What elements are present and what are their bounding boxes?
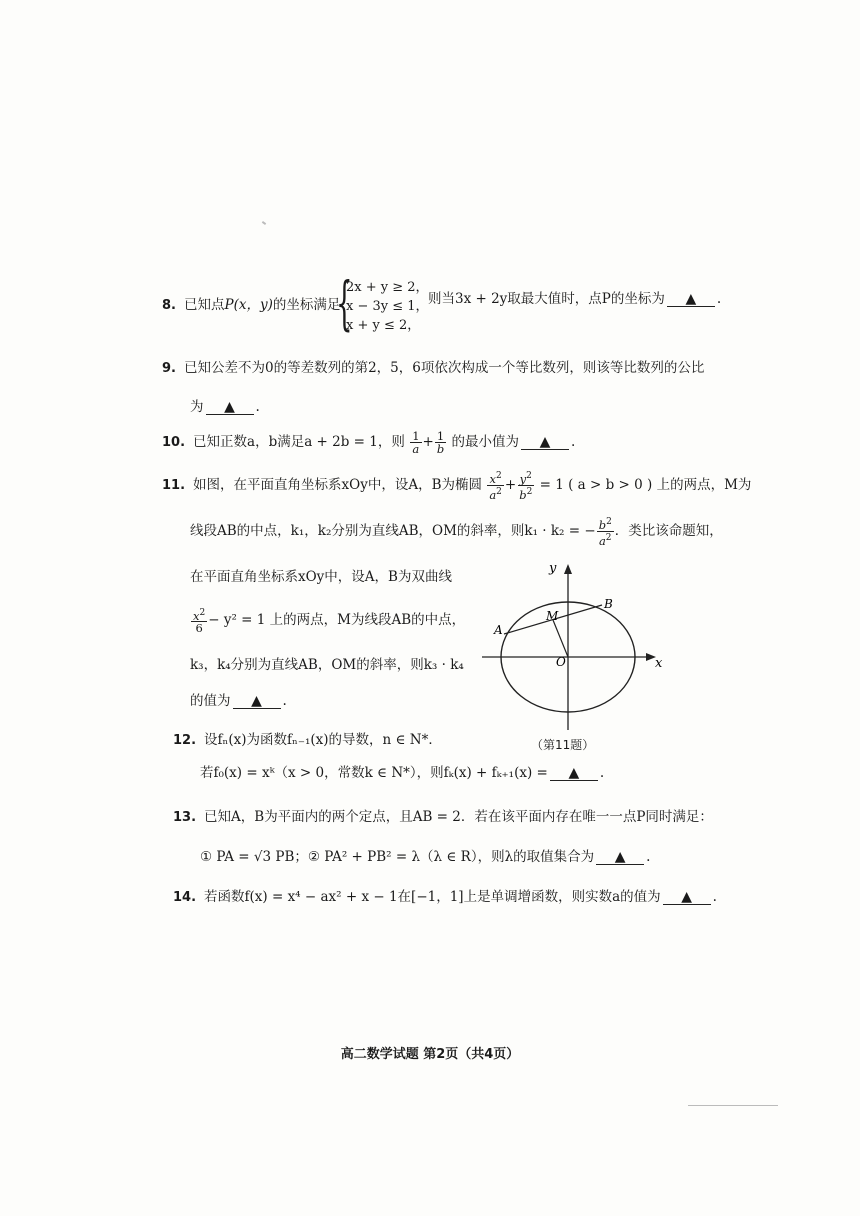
question-text: ① PA = √3 PB；② PA² + PB² = λ（λ ∈ R），则λ的取值集合为: [200, 849, 595, 865]
question-text: k₃，k₄分别为直线AB，OM的斜率，则k₃ · k₄: [190, 657, 464, 673]
answer-blank[interactable]: [550, 766, 598, 781]
math-point: P(x，y): [224, 297, 273, 313]
fraction-1-over-b: $\frac{1}{b}$: [436, 429, 445, 456]
question-text: 已知公差不为0的等差数列的第2，5，6项依次构成一个等比数列，则该等比数列的公比: [183, 360, 705, 376]
label-x: x: [655, 656, 663, 671]
question-8-tail: 则当3x + 2y取最大值时，点P的坐标为 ▲ .: [428, 291, 722, 307]
question-14: 14. 若函数f(x) = x⁴ − ax² + x − 1在[−1，1]上是单调增函数，则实数a的值为 ▲ .: [173, 889, 717, 905]
brace-symbol: {: [336, 269, 353, 337]
question-text: = 1 ( a > b > 0 ) 上的两点，M为: [539, 477, 752, 493]
question-number: 10.: [162, 435, 186, 450]
question-text: 的值为: [190, 693, 231, 709]
fraction-x2-6: $\frac{x^2}{6}$: [193, 607, 206, 636]
question-11-line3: [190, 568, 452, 586]
triangle-icon: ▲: [681, 889, 693, 905]
question-number: 14.: [173, 890, 197, 905]
question-text: − y² = 1 上的两点，M为线段AB的中点，: [208, 612, 466, 628]
triangle-icon: ▲: [568, 765, 580, 781]
question-number: 8.: [162, 298, 176, 313]
question-text: 若函数f(x) = x⁴ − ax² + x − 1在[−1，1]上是单调增函数，则实数a的值为: [204, 889, 661, 905]
ellipse-figure: [480, 560, 680, 735]
question-10: 10. 已知正数a，b满足a + 2b = 1，则 $\frac{1}{a}$ + $\frac{1}{b}$ 的最小值为 ▲ .: [162, 429, 576, 456]
label-b: B: [604, 597, 613, 611]
label-y: y: [549, 561, 557, 576]
question-text: 线段AB的中点，k₁，k₂分别为直线AB，OM的斜率，则k₁ · k₂ = −: [190, 523, 596, 539]
question-9-cont: 为 ▲ .: [190, 399, 260, 415]
triangle-icon: ▲: [224, 399, 235, 415]
question-number: 13.: [173, 810, 197, 825]
segment-om: [553, 620, 568, 657]
question-text: 已知点: [183, 297, 225, 313]
question-9: [162, 359, 704, 378]
question-text: 的最小值为: [451, 434, 519, 450]
triangle-icon: ▲: [251, 693, 262, 709]
question-11-line6: 的值为 ▲ .: [190, 693, 287, 709]
triangle-icon: ▲: [614, 849, 626, 865]
fraction-1-over-a: $\frac{1}{a}$: [412, 429, 420, 456]
answer-blank[interactable]: [596, 850, 644, 865]
question-text: 为: [190, 399, 204, 415]
question-11-line4: [190, 605, 465, 635]
answer-blank[interactable]: [521, 435, 569, 450]
question-8: [162, 296, 340, 315]
fraction-x2-a2: $\frac{x^2}{a^2}$: [489, 471, 502, 502]
question-number: 9.: [162, 361, 176, 376]
constraint-3: x + y ≤ 2，: [346, 318, 421, 333]
label-origin: O: [556, 655, 566, 669]
question-text: 设fₙ(x)为函数fₙ₋₁(x)的导数，n ∈ N*．: [204, 732, 442, 748]
scan-line: [688, 1105, 778, 1106]
question-text: 已知正数a，b满足a + 2b = 1，则: [193, 434, 405, 450]
question-text: 则当3x + 2y取最大值时，点P的坐标为: [428, 291, 665, 307]
scan-speck: [262, 221, 266, 225]
page-footer: 高二数学试题 第2页（共4页）: [340, 1047, 520, 1062]
answer-blank[interactable]: [663, 890, 711, 905]
fraction-b2-a2: $\frac{b^2}{a^2}$: [598, 517, 612, 548]
answer-blank[interactable]: [667, 292, 715, 307]
constraint-1: 2x + y ≥ 2，: [346, 280, 429, 295]
triangle-icon: ▲: [539, 434, 551, 450]
question-text: 已知A，B为平面内的两个定点，且AB = 2．若在该平面内存在唯一一点P同时满足：: [204, 809, 713, 825]
question-number: 12.: [173, 733, 197, 748]
question-11-line2: [190, 516, 723, 547]
question-text: 在平面直角坐标系xOy中，设A，B为双曲线: [190, 569, 452, 585]
y-axis-arrow-icon: [564, 564, 572, 574]
fraction-y2-b2: $\frac{y^2}{b^2}$: [519, 471, 533, 502]
question-11-line5: [190, 656, 464, 674]
label-m: M: [546, 609, 559, 623]
question-text: 如图，在平面直角坐标系xOy中，设A，B为椭圆: [193, 477, 483, 493]
figure-caption: （第11题）: [531, 738, 595, 752]
question-11: 11. 如图，在平面直角坐标系xOy中，设A，B为椭圆 $\frac{x^2}{a^2}$ + $\frac{y^2}{b^2}$ = 1 ( a > b > 0 ) 上的两点，M为: [162, 471, 752, 502]
question-text: 若f₀(x) = xᵏ（x > 0，常数k ∈ N*），则fₖ(x) + fₖ₊₁(x) =: [200, 765, 548, 781]
label-a: A: [494, 623, 503, 637]
constraint-system: [336, 269, 429, 337]
constraint-2: x − 3y ≤ 1，: [346, 299, 429, 314]
triangle-icon: ▲: [685, 291, 697, 307]
question-text: ．类比该命题知，: [614, 523, 723, 539]
question-12-cont: 若f₀(x) = xᵏ（x > 0，常数k ∈ N*），则fₖ(x) + fₖ₊₁(x) = ▲ .: [200, 765, 605, 781]
question-text: 的坐标满足: [272, 297, 341, 313]
question-12: [173, 731, 442, 750]
question-number: 11.: [162, 478, 186, 493]
question-13-cont: ① PA = √3 PB；② PA² + PB² = λ（λ ∈ R），则λ的取值集合为 ▲ .: [200, 849, 651, 865]
answer-blank[interactable]: [206, 400, 254, 415]
question-13: [173, 808, 713, 827]
answer-blank[interactable]: [233, 694, 281, 709]
